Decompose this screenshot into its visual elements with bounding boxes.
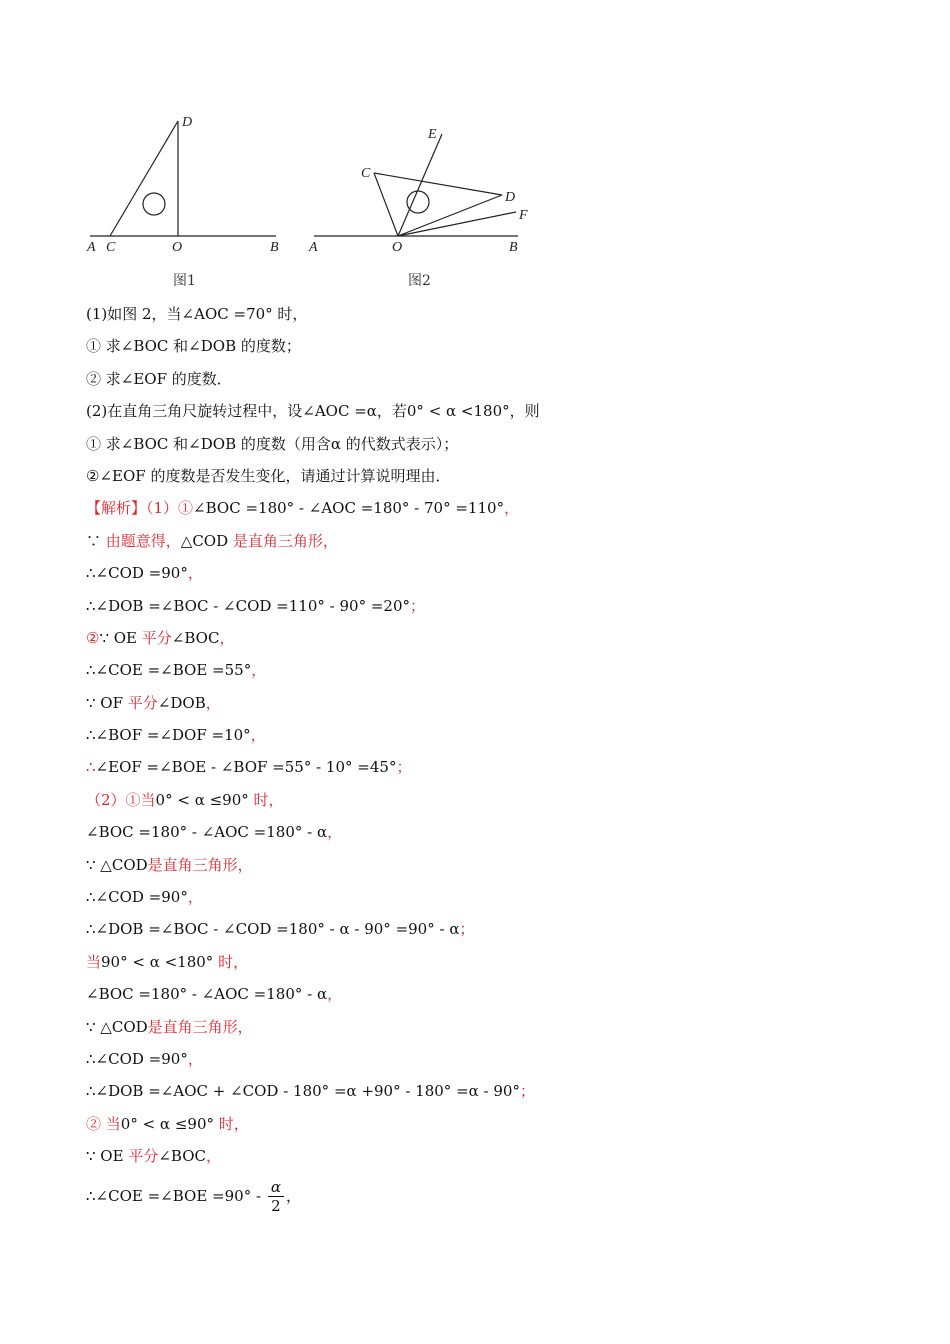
text-segment: ∴∠COD =90° bbox=[86, 888, 188, 907]
text-segment: ∠BOC bbox=[158, 1147, 206, 1166]
fraction-numerator: α bbox=[268, 1178, 284, 1197]
text-line-q2 bbox=[86, 395, 906, 427]
text-segment: ∠DOB bbox=[157, 693, 206, 712]
text-line-s8 bbox=[86, 719, 906, 751]
text-segment: ， bbox=[187, 564, 203, 583]
text-line-q1-2 bbox=[86, 363, 906, 395]
fig2-label-b: B bbox=[509, 240, 518, 255]
text-line-s14 bbox=[86, 913, 906, 945]
text-segment: ∴∠COE =∠BOE =55° bbox=[86, 661, 252, 680]
text-segment: ∵ OF bbox=[86, 693, 128, 712]
text-line-s4 bbox=[86, 590, 906, 622]
text-segment: 0° < α ≤90° bbox=[155, 790, 249, 809]
text-segment: ② bbox=[86, 628, 100, 647]
text-segment: ； bbox=[396, 758, 412, 777]
text-line-s7 bbox=[86, 687, 906, 719]
text-segment: 【解析】（1）① bbox=[86, 499, 194, 518]
text-segment: 时， bbox=[248, 790, 284, 809]
fig1-line-cd bbox=[110, 121, 178, 236]
text-segment: 平分 bbox=[128, 1147, 159, 1166]
text-segment: ① 求∠BOC 和∠DOB 的度数（用含α 的代数式表示）； bbox=[86, 434, 459, 453]
fig1-label-c: C bbox=[106, 240, 116, 255]
text-line-q1-1 bbox=[86, 330, 906, 362]
text-segment: ∴∠COD =90° bbox=[86, 564, 188, 583]
text-segment: ∵ △COD bbox=[86, 855, 148, 874]
fig1-label-b: B bbox=[270, 240, 279, 255]
text-segment: ②∠EOF 的度数是否发生变化，请通过计算说明理由． bbox=[86, 466, 451, 485]
text-segment: （2）①当 bbox=[86, 790, 156, 809]
fig2-line-oc bbox=[374, 173, 398, 236]
text-segment: ， bbox=[504, 499, 520, 518]
text-line-s15 bbox=[86, 946, 906, 978]
fig2-ray-of bbox=[398, 212, 516, 236]
text-line-q2-2 bbox=[86, 460, 906, 492]
fig1-label-d: D bbox=[182, 115, 193, 130]
text-segment: ∴∠COD =90° bbox=[86, 1049, 188, 1068]
text-segment: ， bbox=[205, 693, 221, 712]
text-segment: ∴∠DOB =∠BOC - ∠COD =110° - 90° =20° bbox=[86, 596, 410, 615]
geometry-figures bbox=[80, 105, 560, 305]
text-segment: ① 求∠BOC 和∠DOB 的度数； bbox=[86, 337, 301, 356]
text-segment: ， bbox=[327, 985, 343, 1004]
fig2-label-e: E bbox=[428, 127, 437, 142]
text-line-s18 bbox=[86, 1043, 906, 1075]
text-segment: ； bbox=[459, 920, 475, 939]
text-segment: ∵ OE bbox=[99, 628, 142, 647]
text-line-s9 bbox=[86, 751, 906, 783]
text-segment: △COD bbox=[180, 531, 233, 550]
text-segment: ， bbox=[327, 823, 343, 842]
text-line-q1 bbox=[86, 298, 906, 330]
text-segment: 时， bbox=[213, 952, 249, 971]
text-segment: ， bbox=[250, 726, 266, 745]
fig2-circle bbox=[407, 191, 429, 213]
text-segment: 90° < α <180° bbox=[101, 952, 214, 971]
fraction-suffix: ， bbox=[285, 1186, 301, 1205]
text-segment: ∴ bbox=[86, 758, 96, 777]
text-segment: ， bbox=[251, 661, 267, 680]
text-segment: ∵ bbox=[86, 531, 106, 550]
text-line-s16 bbox=[86, 978, 906, 1010]
fig2-label-o: O bbox=[392, 240, 403, 255]
fig2-line-cd bbox=[374, 173, 502, 195]
text-line-s3 bbox=[86, 557, 906, 589]
fig1-caption: 图1 bbox=[173, 273, 196, 289]
text-line-s2 bbox=[86, 525, 906, 557]
text-segment: ； bbox=[410, 596, 426, 615]
figures-area bbox=[80, 105, 560, 305]
text-segment: ， bbox=[187, 888, 203, 907]
text-segment: 是直角三角形， bbox=[147, 855, 253, 874]
text-line-s6 bbox=[86, 654, 906, 686]
text-body bbox=[86, 298, 906, 1219]
text-segment: ∠BOC =180° - ∠AOC =180° - 70° =110° bbox=[193, 499, 505, 518]
text-segment: 是直角三角形， bbox=[232, 531, 338, 550]
text-segment: 时， bbox=[213, 1114, 249, 1133]
fig1-circle bbox=[143, 193, 165, 215]
text-segment: 0° < α ≤90° bbox=[120, 1114, 214, 1133]
text-segment: ， bbox=[206, 1147, 222, 1166]
text-line-s17 bbox=[86, 1011, 906, 1043]
fig2-label-c: C bbox=[361, 166, 371, 181]
text-segment: (2)在直角三角尺旋转过程中，设∠AOC =α，若0° < α <180°，则 bbox=[86, 402, 540, 421]
text-line-q2-1 bbox=[86, 428, 906, 460]
text-line-s5 bbox=[86, 622, 906, 654]
text-segment: 由题意得， bbox=[105, 531, 181, 550]
text-line-s11 bbox=[86, 816, 906, 848]
text-segment: 平分 bbox=[141, 628, 172, 647]
text-line-s19 bbox=[86, 1075, 906, 1107]
text-segment: ② 当 bbox=[86, 1114, 121, 1133]
text-segment: (1)如图 2，当∠AOC =70° 时， bbox=[86, 305, 308, 323]
text-segment: ； bbox=[519, 1082, 535, 1101]
text-segment: ∴∠BOF =∠DOF =10° bbox=[86, 726, 251, 745]
text-segment: ∵ OE bbox=[86, 1147, 129, 1166]
text-segment: 当 bbox=[86, 952, 102, 971]
text-segment: ， bbox=[187, 1049, 203, 1068]
fig1-label-o: O bbox=[172, 240, 183, 255]
text-segment: ② 求∠EOF 的度数． bbox=[86, 369, 232, 388]
text-segment: ， bbox=[219, 628, 235, 647]
fig1-label-a: A bbox=[87, 240, 96, 255]
fig2-label-d: D bbox=[505, 190, 516, 205]
text-segment: 平分 bbox=[127, 693, 158, 712]
text-segment: ∠BOC =180° - ∠AOC =180° - α bbox=[86, 985, 328, 1004]
text-line-s21 bbox=[86, 1140, 906, 1172]
fig2-caption: 图2 bbox=[408, 273, 431, 289]
text-line-s13 bbox=[86, 881, 906, 913]
fraction-prefix: ∴∠COE =∠BOE =90° - bbox=[86, 1186, 266, 1205]
fig2-label-f: F bbox=[519, 208, 528, 223]
text-line-fraction bbox=[86, 1173, 906, 1219]
text-segment: ∴∠DOB =∠AOC + ∠COD - 180° =α +90° - 180° =α - 90° bbox=[86, 1082, 520, 1101]
text-segment: ∠BOC bbox=[171, 628, 220, 647]
text-line-s20 bbox=[86, 1108, 906, 1140]
text-segment: ∠BOC =180° - ∠AOC =180° - α bbox=[86, 823, 328, 842]
text-segment: ∴∠DOB =∠BOC - ∠COD =180° - α - 90° =90° - α bbox=[86, 920, 460, 939]
fig2-label-a: A bbox=[309, 240, 318, 255]
text-segment: ∵ △COD bbox=[86, 1017, 148, 1036]
text-line-s1 bbox=[86, 492, 906, 524]
fraction bbox=[268, 1178, 284, 1215]
text-line-s12 bbox=[86, 849, 906, 881]
text-segment: 是直角三角形， bbox=[147, 1017, 253, 1036]
fraction-denominator: 2 bbox=[271, 1197, 281, 1216]
text-line-s10 bbox=[86, 784, 906, 816]
text-segment: ∠EOF =∠BOE - ∠BOF =55° - 10° =45° bbox=[95, 758, 397, 777]
